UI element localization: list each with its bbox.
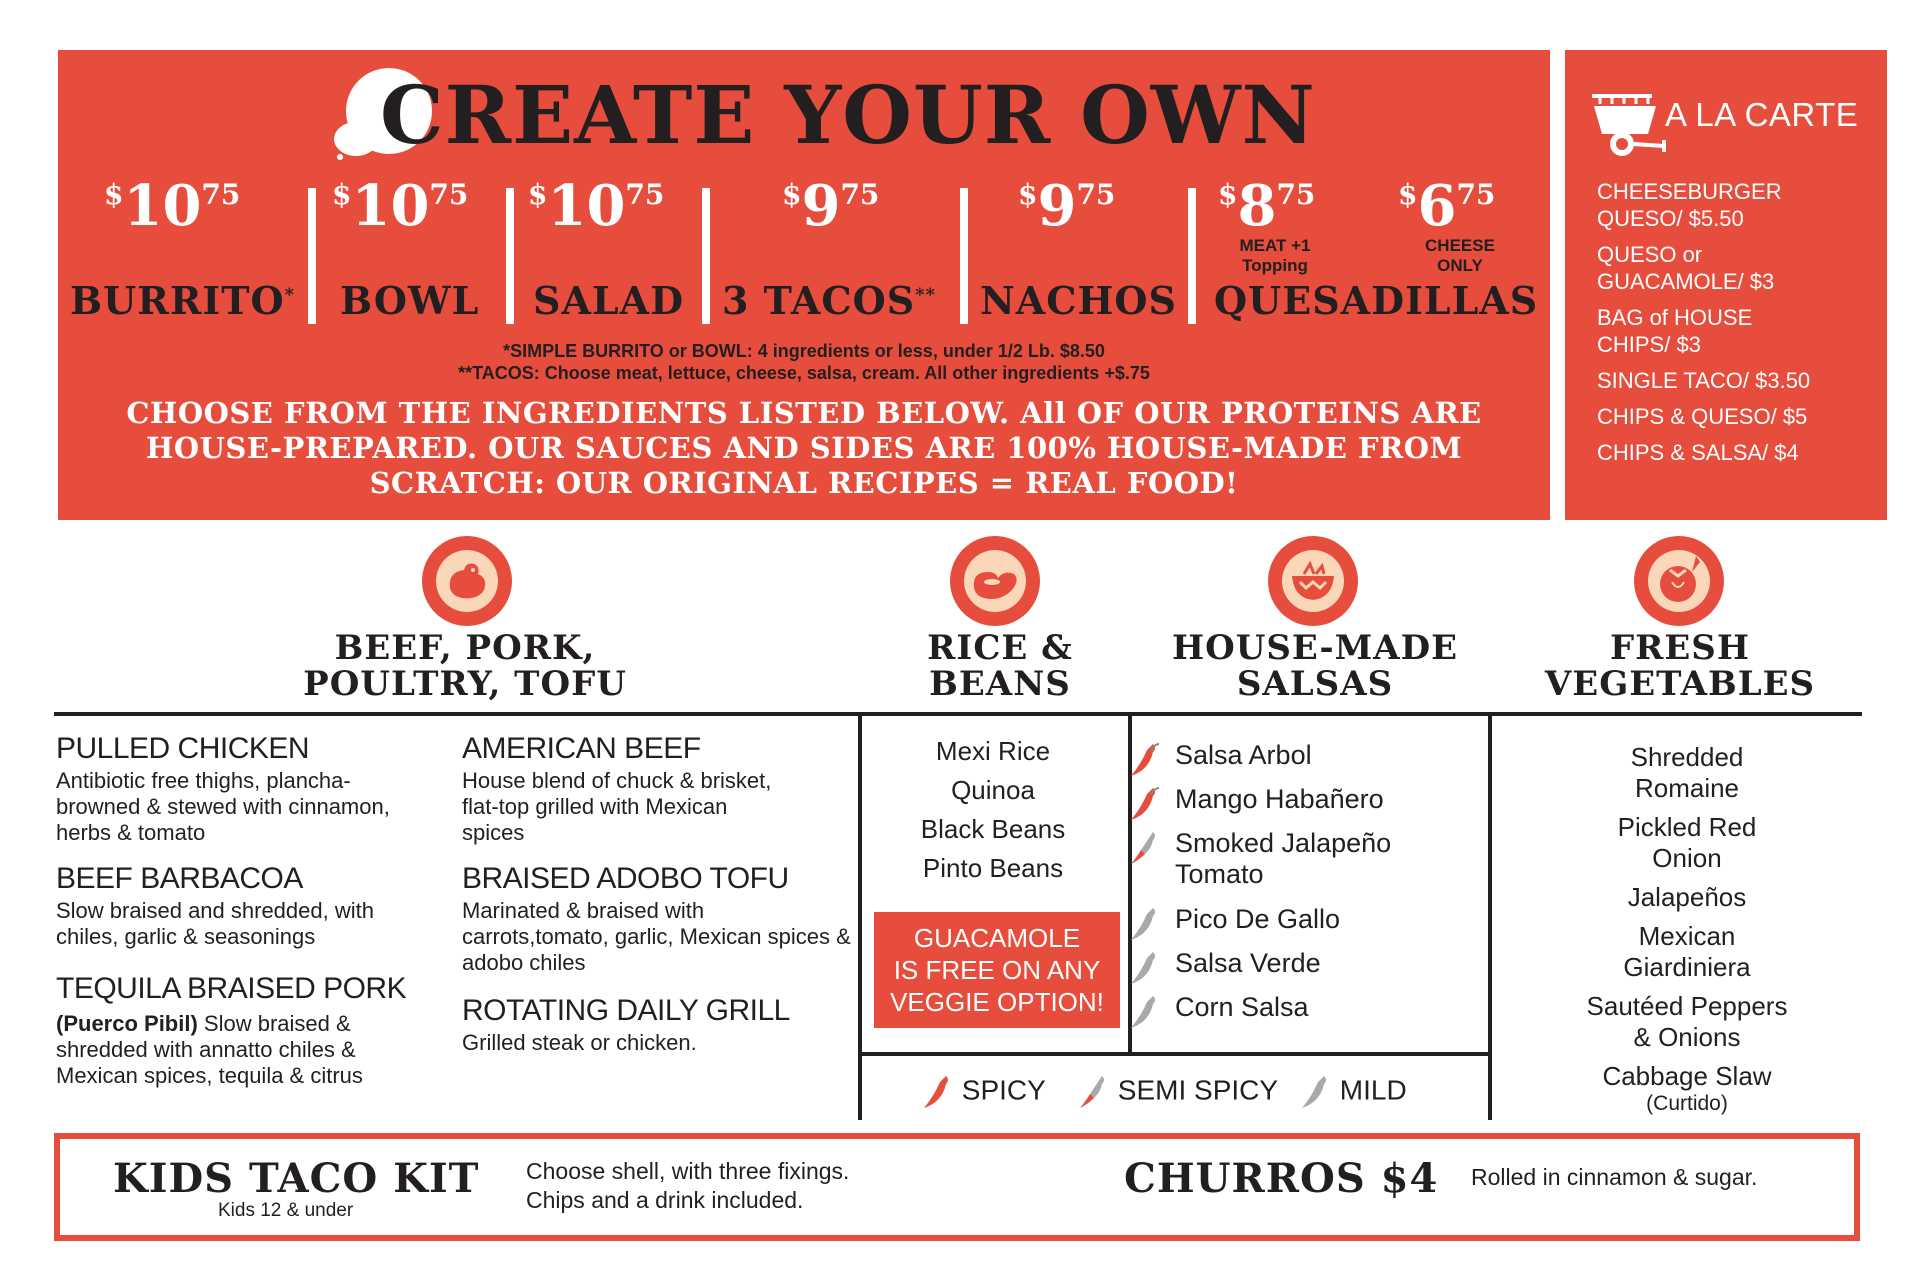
semi-spicy-pepper-icon	[1076, 1074, 1110, 1110]
kids-taco-kit-title: KIDS TACO KIT	[113, 1155, 480, 1202]
salsa-item: Mango Habañero	[1175, 784, 1384, 815]
category-title-vegetables: FRESH VEGETABLES	[1544, 628, 1816, 704]
protein-desc: Marinated & braised with carrots,tomato, garlic, Mexican spices & adobo chiles	[462, 898, 851, 975]
item-tacos: 3 TACOS**	[722, 278, 936, 323]
chicken-icon	[422, 536, 512, 626]
protein-name: BEEF BARBACOA	[56, 862, 303, 895]
food-cart-icon	[1590, 92, 1670, 160]
legend-spicy: SPICY	[920, 1074, 1046, 1110]
list-item: Black Beans	[920, 814, 1066, 844]
item-bowl: BOWL	[340, 278, 480, 323]
salsa-item: Salsa Verde	[1175, 948, 1321, 979]
smoke-puff-dot-small	[337, 154, 343, 160]
spicy-pepper-icon	[1127, 742, 1161, 778]
spicy-pepper-icon	[920, 1074, 954, 1110]
mild-pepper-icon	[1127, 994, 1161, 1030]
kids-taco-kit-age: Kids 12 & under	[218, 1200, 354, 1221]
mild-pepper-icon	[1127, 906, 1161, 942]
list-item: Mexican Giardiniera	[1623, 921, 1751, 982]
price-quesadilla-meat: $875	[1218, 173, 1316, 239]
divider	[308, 188, 316, 324]
salsa-item: Smoked Jalapeño Tomato	[1175, 828, 1391, 890]
item-salad: SALAD	[533, 278, 685, 323]
a-la-carte-title: A LA CARTE	[1665, 96, 1859, 133]
protein-name: PULLED CHICKEN	[56, 732, 310, 765]
semi-spicy-pepper-icon	[1127, 830, 1161, 866]
protein-desc: Slow braised and shredded, with chiles, garlic & seasonings	[56, 898, 374, 949]
divider	[506, 188, 514, 324]
list-item: Pickled Red Onion	[1617, 812, 1757, 873]
price-tacos: $975	[782, 173, 880, 239]
list-item: Cabbage Slaw (Curtido)	[1602, 1061, 1772, 1115]
list-item: Jalapeños	[1627, 882, 1747, 912]
item-quesadillas: QUESADILLAS	[1214, 278, 1539, 323]
item-burrito: BURRITO*	[70, 278, 295, 323]
salsa-item: Salsa Arbol	[1175, 740, 1312, 771]
price-quesadilla-cheese: $675	[1398, 173, 1496, 239]
protein-desc: (Puerco Pibil) Slow braised & shredded with annatto chiles & Mexican spices, tequila & citrus	[56, 1011, 363, 1088]
salsa-item: Pico De Gallo	[1175, 904, 1340, 935]
protein-desc: Grilled steak or chicken.	[462, 1030, 697, 1055]
salsa-item: Corn Salsa	[1175, 992, 1309, 1023]
smoke-puff-dot	[350, 142, 360, 152]
price-burrito: $1075	[104, 173, 241, 239]
churros-desc: Rolled in cinnamon & sugar.	[1471, 1164, 1758, 1190]
protein-name: BRAISED ADOBO TOFU	[462, 862, 789, 895]
section-rule	[54, 712, 1862, 716]
divider	[1188, 188, 1196, 324]
tomato-icon	[1634, 536, 1724, 626]
mild-pepper-icon	[1127, 950, 1161, 986]
page-title: CREATE YOUR OWN	[380, 68, 1316, 162]
a-la-carte-list	[1597, 178, 1882, 475]
item-nachos: NACHOS	[980, 278, 1177, 323]
footnote-tacos: **TACOS: Choose meat, lettuce, cheese, salsa, cream. All other ingredients +$.75	[458, 363, 1150, 383]
category-title-salsas: HOUSE-MADE SALSAS	[1171, 628, 1459, 704]
kids-taco-kit-desc: Choose shell, with three fixings. Chips and a drink included.	[526, 1158, 850, 1213]
quesadilla-meat-note: MEAT +1 Topping	[1239, 236, 1311, 275]
list-item: CHIPS & SALSA/ $4	[1597, 440, 1799, 465]
list-item: CHIPS & QUESO/ $5	[1597, 404, 1808, 429]
list-item: Quinoa	[951, 775, 1035, 805]
list-item: SINGLE TACO/ $3.50	[1597, 368, 1811, 393]
category-title-rice-beans: RICE & BEANS	[927, 628, 1073, 704]
legend-semi-spicy: SEMI SPICY	[1076, 1074, 1278, 1110]
category-title-proteins: BEEF, PORK, POULTRY, TOFU	[303, 628, 627, 704]
list-item: BAG of HOUSE CHIPS/ $3	[1597, 305, 1753, 357]
legend-mild: MILD	[1298, 1074, 1407, 1110]
protein-desc: Antibiotic free thighs, plancha-browned & stewed with cinnamon, herbs & tomato	[56, 768, 390, 845]
price-nachos: $975	[1018, 173, 1116, 239]
protein-name: ROTATING DAILY GRILL	[462, 994, 790, 1027]
price-salad: $1075	[528, 173, 665, 239]
price-bowl: $1075	[332, 173, 469, 239]
list-item: Mexi Rice	[935, 736, 1051, 766]
list-item: Shredded Romaine	[1630, 742, 1744, 803]
divider	[702, 188, 710, 324]
choose-statement: CHOOSE FROM THE INGREDIENTS LISTED BELOW. All OF OUR PROTEINS ARE HOUSE-PREPARED. OUR SAUCES AND SIDES ARE 100% HOUSE-MADE FROM SCRATCH: OUR ORIGINAL RECIPES = REAL FOOD!	[126, 396, 1482, 500]
footnote-simple: *SIMPLE BURRITO or BOWL: 4 ingredients or less, under 1/2 Lb. $8.50	[503, 341, 1105, 361]
salsa-bowl-icon	[1268, 536, 1358, 626]
mild-pepper-icon	[1298, 1074, 1332, 1110]
legend-rule	[858, 1052, 1492, 1056]
churros-title: CHURROS $4	[1124, 1155, 1439, 1202]
divider	[960, 188, 968, 324]
quesadilla-cheese-note: CHEESE ONLY	[1425, 236, 1495, 275]
rice-beans-list	[862, 736, 1124, 884]
guacamole-callout: GUACAMOLE IS FREE ON ANY VEGGIE OPTION!	[874, 912, 1120, 1028]
vegetables-list	[1492, 742, 1882, 1116]
protein-name: AMERICAN BEEF	[462, 732, 701, 765]
list-item: QUESO or GUACAMOLE/ $3	[1597, 242, 1775, 294]
protein-name: TEQUILA BRAISED PORK	[56, 972, 407, 1005]
list-item: Pinto Beans	[922, 853, 1064, 883]
bean-icon	[950, 536, 1040, 626]
spicy-pepper-icon	[1127, 786, 1161, 822]
list-item: Sautéed Peppers & Onions	[1586, 991, 1788, 1052]
protein-desc: House blend of chuck & brisket, flat-top grilled with Mexican spices	[462, 768, 772, 845]
list-item: CHEESEBURGER QUESO/ $5.50	[1597, 179, 1782, 231]
